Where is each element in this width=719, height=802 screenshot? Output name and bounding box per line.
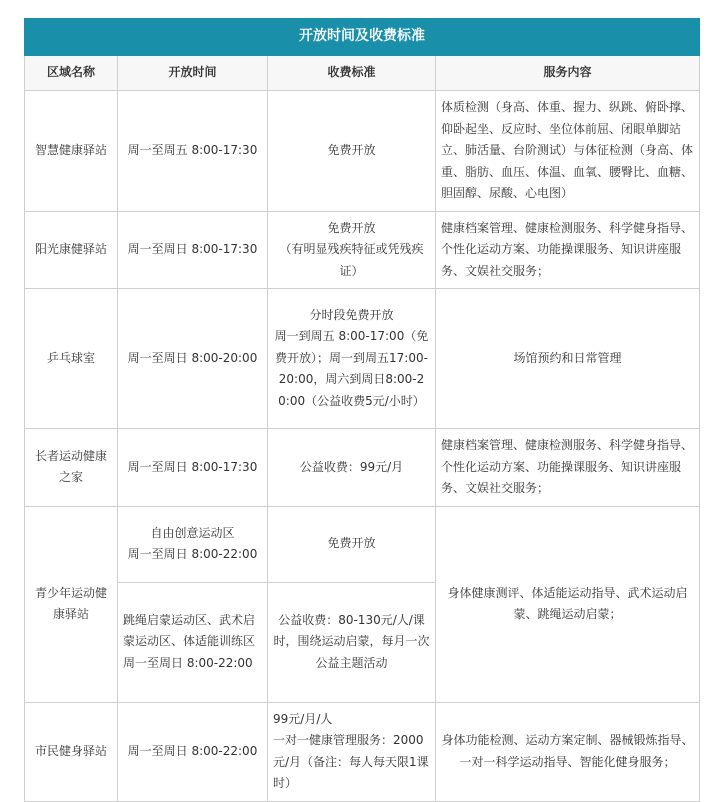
- header-area: 区域名称: [25, 56, 118, 91]
- hours-cell: 跳绳启蒙运动区、武术启蒙运动区、体适能训练区 周一至周日 8:00-22:00: [118, 582, 268, 702]
- fee-cell: 分时段免费开放 周一到周五 8:00-17:00（免费开放）；周一到周五17:00-20:00，周六到周日8:00-20:00（公益收费5元/小时）: [268, 289, 436, 429]
- service-cell: 身体健康测评、体适能运动指导、武术运动启蒙、跳绳运动启蒙；: [436, 506, 700, 702]
- area-cell: 长者运动健康之家: [25, 429, 118, 507]
- hours-cell: 自由创意运动区 周一至周日 8:00-22:00: [118, 506, 268, 582]
- hours-cell: 周一至周日 8:00-17:30: [118, 429, 268, 507]
- service-cell: 健康档案管理、健康检测服务、科学健身指导、个性化运动方案、功能操课服务、知识讲座服务、文娱社交服务；: [436, 211, 700, 289]
- table-row: [25, 506, 700, 582]
- fee-cell: 99元/月/人 一对一健康管理服务：2000元/月（备注：每人每天限1课时）: [268, 702, 436, 801]
- area-cell: 青少年运动健康驿站: [25, 506, 118, 702]
- header-service: 服务内容: [436, 56, 700, 91]
- fee-cell: 公益收费：99元/月: [268, 429, 436, 507]
- fee-cell: 免费开放: [268, 91, 436, 212]
- hours-cell: 周一至周日 8:00-20:00: [118, 289, 268, 429]
- fee-cell: 公益收费：80-130元/人/课时，围绕运动启蒙，每月一次公益主题活动: [268, 582, 436, 702]
- service-cell: 场馆预约和日常管理: [436, 289, 700, 429]
- service-cell: 健康档案管理、健康检测服务、科学健身指导、个性化运动方案、功能操课服务、知识讲座服务、文娱社交服务；: [436, 429, 700, 507]
- table-title: 开放时间及收费标准: [25, 19, 700, 56]
- table-row: [25, 702, 700, 801]
- table-title-row: [25, 19, 700, 56]
- table-row: [25, 289, 700, 429]
- area-cell: 阳光康健驿站: [25, 211, 118, 289]
- hours-cell: 周一至周日 8:00-22:00: [118, 702, 268, 801]
- service-cell: 体质检测（身高、体重、握力、纵跳、俯卧撑、仰卧起坐、反应时、坐位体前屈、闭眼单脚站立、肺活量、台阶测试）与体征检测（身高、体重、脂肪、血压、体温、血氧、腰臀比、血糖、胆固醇、尿酸、心电图）: [436, 91, 700, 212]
- fee-cell: 免费开放: [268, 506, 436, 582]
- fee-table-container: [24, 18, 699, 802]
- fee-cell: 免费开放 （有明显残疾特征或凭残疾证）: [268, 211, 436, 289]
- area-cell: 乒乓球室: [25, 289, 118, 429]
- service-cell: 身体功能检测、运动方案定制、器械锻炼指导、一对一科学运动指导、智能化健身服务；: [436, 702, 700, 801]
- table-row: [25, 429, 700, 507]
- table-row: [25, 211, 700, 289]
- header-row: [25, 56, 700, 91]
- fee-table: [24, 18, 700, 802]
- header-fee: 收费标准: [268, 56, 436, 91]
- table-row: [25, 91, 700, 212]
- area-cell: 市民健身驿站: [25, 702, 118, 801]
- hours-cell: 周一至周日 8:00-17:30: [118, 211, 268, 289]
- header-hours: 开放时间: [118, 56, 268, 91]
- hours-cell: 周一至周五 8:00-17:30: [118, 91, 268, 212]
- area-cell: 智慧健康驿站: [25, 91, 118, 212]
